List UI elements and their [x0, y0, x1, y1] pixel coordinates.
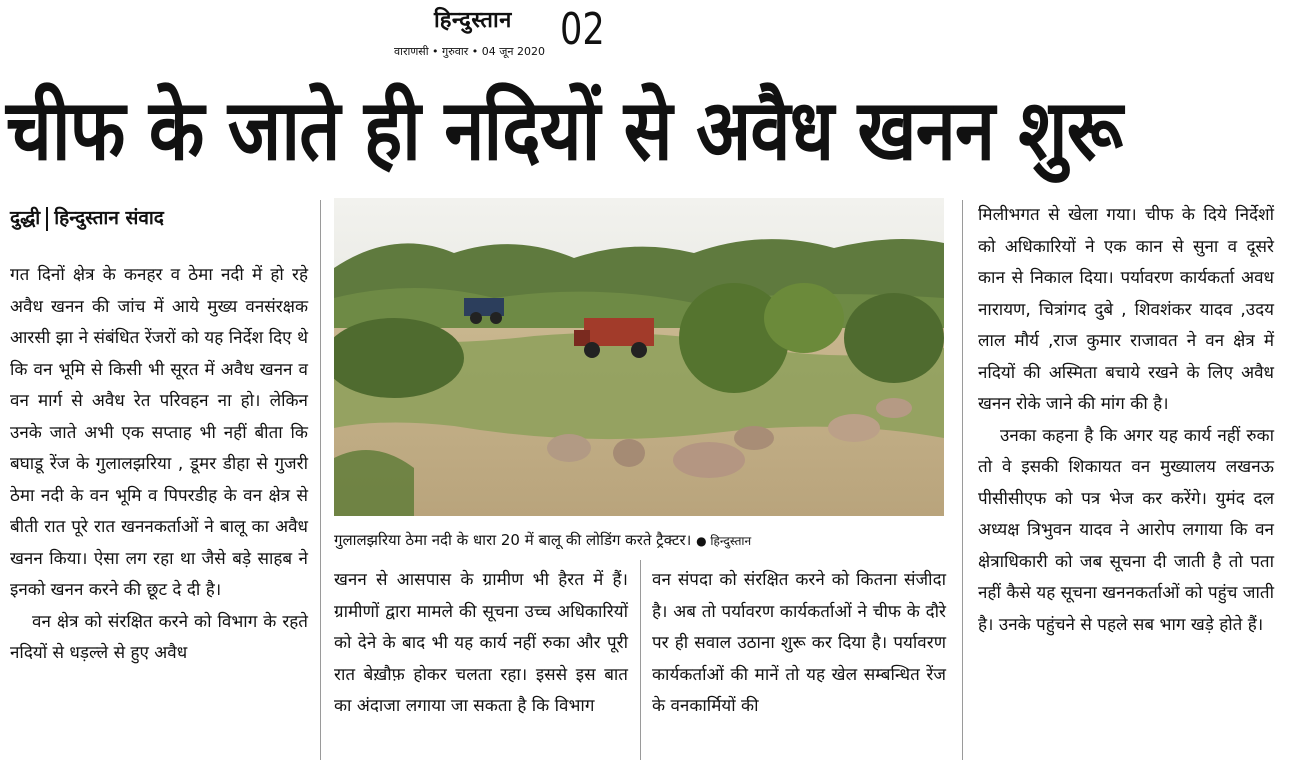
article-column-right [978, 200, 1274, 641]
article-column-middle-1 [334, 565, 628, 723]
date-line: वाराणसी • गुरुवार • 04 जून 2020 [394, 45, 545, 58]
byline-separator [46, 207, 48, 231]
paragraph: मिलीभगत से खेला गया। चीफ के दिये निर्देशों को अधिकारियों ने एक कान से सुना व दूसरे कान से निकाल दिया। पर्यावरण कार्यकर्ता अवध नारायण, चित्रांगद दुबे , शिवशंकर यादव ,उदय लाल मौर्य ,राज कुमार राजावत ने वन क्षेत्र में नदियों की अस्मिता बचाये रखने के लिए अवैध खनन रोके जाने की मांग की है। [978, 205, 1274, 414]
page-number: 02 [560, 4, 605, 55]
paragraph: उनका कहना है कि अगर यह कार्य नहीं रुका तो वे इसकी शिकायत वन मुख्यालय लखनऊ पीसीसीएफ को पत्र भेज कर करेंगे। युमंद दल अध्यक्ष त्रिभुवन यादव ने आरोप लगाया कि वन क्षेत्राधिकारी को जब सूचना दी जाती है तो पता नहीं कैसे यह सूचना खननकर्ताओं को पहुंच जाती है। उनके पहुंचने से पहले सब भाग खड़े होते हैं। [978, 425, 1274, 635]
column-divider [320, 200, 321, 760]
headline: चीफ के जाते ही नदियों से अवैध खनन शुरू [6, 81, 1123, 179]
caption-text: गुलालझरिया ठेमा नदी के धारा 20 में बालू की लोडिंग करते ट्रैक्टर। [334, 531, 692, 549]
masthead [392, 4, 632, 62]
column-divider [640, 560, 641, 760]
paragraph: गत दिनों क्षेत्र के कनहर व ठेमा नदी में हो रहे अवैध खनन की जांच में आये मुख्य वनसंरक्षक आरसी झा ने संबंधित रेंजरों को यह निर्देश दिए थे कि वन भूमि से किसी भी सूरत में अवैध खनन व वन मार्ग से अवैध रेत परिवहन ना हो। लेकिन उनके जाते अभी एक सप्ताह भी नहीं बीता कि बघाडू रेंज के गुलालझरिया , डूमर डीहा से गुजरी ठेमा नदी के वन भूमि व पिपरडीह के वन क्षेत्र से बीती रात पूरे रात खननकर्ताओं ने बालू का अवैध खनन किया। ऐसा लग रहा था जैसे बड़े साहब ने इनको खनन करने की छूट दे दी है। [10, 265, 308, 600]
photo-caption [334, 530, 751, 550]
photo-credit: ● हिन्दुस्तान [696, 534, 752, 548]
paragraph: खनन से आसपास के ग्रामीण भी हैरत में हैं। ग्रामीणों द्वारा मामले की सूचना उच्च अधिकारियों को देने के बाद भी यह कार्य नहीं रुका और पूरी रात बेख़ौफ़ होकर चलता रहा। इससे इस बात का अंदाजा लगाया जा सकता है कि विभाग [334, 570, 628, 716]
paragraph: वन संपदा को संरक्षित करने को कितना संजीदा है। अब तो पर्यावरण कार्यकर्ताओं ने चीफ के दौरे पर ही सवाल उठाना शुरू कर दिया है। पर्यावरण कार्यकर्ताओं की मानें तो यह खेल सम्बन्धित रेंज के वनकार्मियों की [652, 570, 946, 716]
riverbed-photo-icon [334, 198, 944, 516]
article-column-middle-2 [652, 565, 946, 723]
column-divider [962, 200, 963, 760]
news-photo [334, 198, 944, 516]
newspaper-name: हिन्दुस्तान [434, 8, 512, 33]
byline-place: दुद्धी [10, 207, 41, 229]
article-column-left [10, 260, 308, 670]
byline [10, 204, 164, 231]
paragraph: वन क्षेत्र को संरक्षित करने को विभाग के रहते नदियों से धड़ल्ले से हुए अवैध [10, 611, 308, 663]
byline-source: हिन्दुस्तान संवाद [54, 207, 164, 229]
